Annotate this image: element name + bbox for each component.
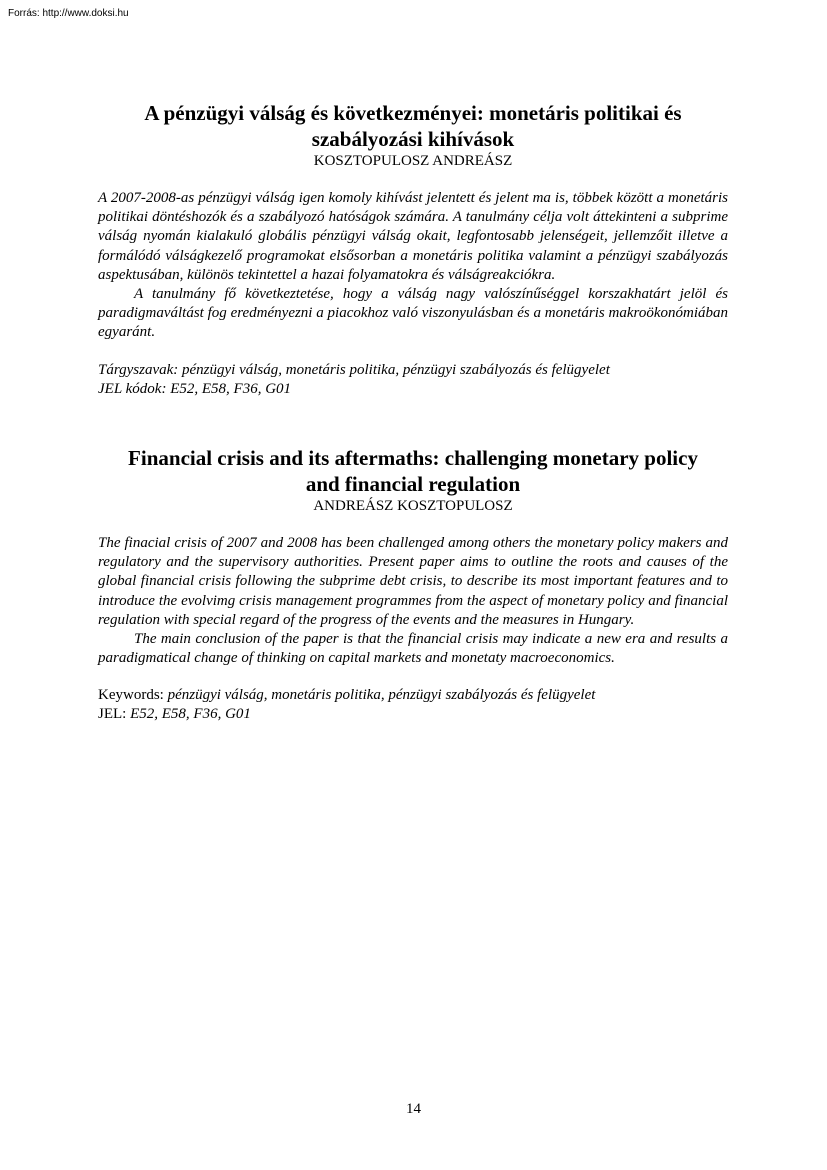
english-meta: [98, 686, 728, 724]
english-jel-label: JEL:: [98, 706, 127, 723]
hungarian-abstract-paragraph-2: A tanulmány fő következtetése, hogy a válság nagy valószínűséggel korszakhatárt jelöl és paradigmaváltást fog eredményezni a piacokhoz való viszonyulásban és a monetáris makroökonómiában egyaránt.: [98, 286, 728, 341]
hungarian-keywords: Tárgyszavak: pénzügyi válság, monetáris politika, pénzügyi szabályozás és felügyelet: [98, 361, 610, 378]
english-section: [98, 445, 728, 724]
hungarian-section: [98, 100, 728, 399]
page-number: 14: [406, 1101, 421, 1117]
hungarian-title-line1: A pénzügyi válság és következményei: monetáris politikai és: [144, 101, 682, 125]
english-abstract-paragraph-1: The finacial crisis of 2007 and 2008 has been challenged among others the monetary policy makers and regulatory and the supervisory authorities. Present paper aims to outline the roots and causes of the global financial crisis following the subprime debt crisis, to describe its most important features and to introduce the evolvimg crisis management programmes from the aspect of monetary policy and financial regulation with special regard of the progress of the events and the measures in Hungary.: [98, 535, 728, 628]
english-title-line2: and financial regulation: [305, 472, 521, 496]
source-label: Forrás: http://www.doksi.hu: [8, 8, 129, 19]
english-keywords-value: pénzügyi válság, monetáris politika, pénzügyi szabályozás és felügyelet: [167, 687, 596, 704]
english-abstract: [98, 534, 728, 668]
english-jel-value: E52, E58, F36, G01: [130, 706, 251, 723]
hungarian-author: KOSZTOPULOSZ ANDREÁSZ: [313, 153, 513, 169]
hungarian-title-line2: szabályozási kihívások: [311, 127, 515, 151]
english-title-line1: Financial crisis and its aftermaths: challenging monetary policy: [128, 446, 698, 470]
english-abstract-paragraph-2: The main conclusion of the paper is that the financial crisis may indicate a new era and results a paradigmatical change of thinking on capital markets and monetaty macroeconomics.: [98, 631, 728, 667]
hungarian-abstract: [98, 189, 728, 343]
english-keywords: [98, 686, 728, 705]
hungarian-abstract-paragraph-1: A 2007-2008-as pénzügyi válság igen komoly kihívást jelentett és jelent ma is, többek között a monetáris politikai döntéshozók és a szabályozó hatóságok számára. A tanulmány célja volt áttekinteni a subprime válság nyomán kialakuló globális pénzügyi válság okait, legfontosabb jelenségeit, jellemzőit illetve a formálódó válságkezelő programokat elsősorban a monetáris politika valamint a pénzügyi szabályozás aspektusában, különös tekintettel a hazai folyamatokra és válságreakciókra.: [98, 190, 728, 283]
hungarian-meta: [98, 361, 728, 399]
english-title: [98, 445, 728, 497]
hungarian-title: [98, 100, 728, 152]
english-keywords-label: Keywords:: [98, 687, 164, 704]
english-author: ANDREÁSZ KOSZTOPULOSZ: [313, 498, 513, 514]
english-jel-codes: [98, 705, 728, 724]
hungarian-jel-codes: JEL kódok: E52, E58, F36, G01: [98, 380, 292, 397]
